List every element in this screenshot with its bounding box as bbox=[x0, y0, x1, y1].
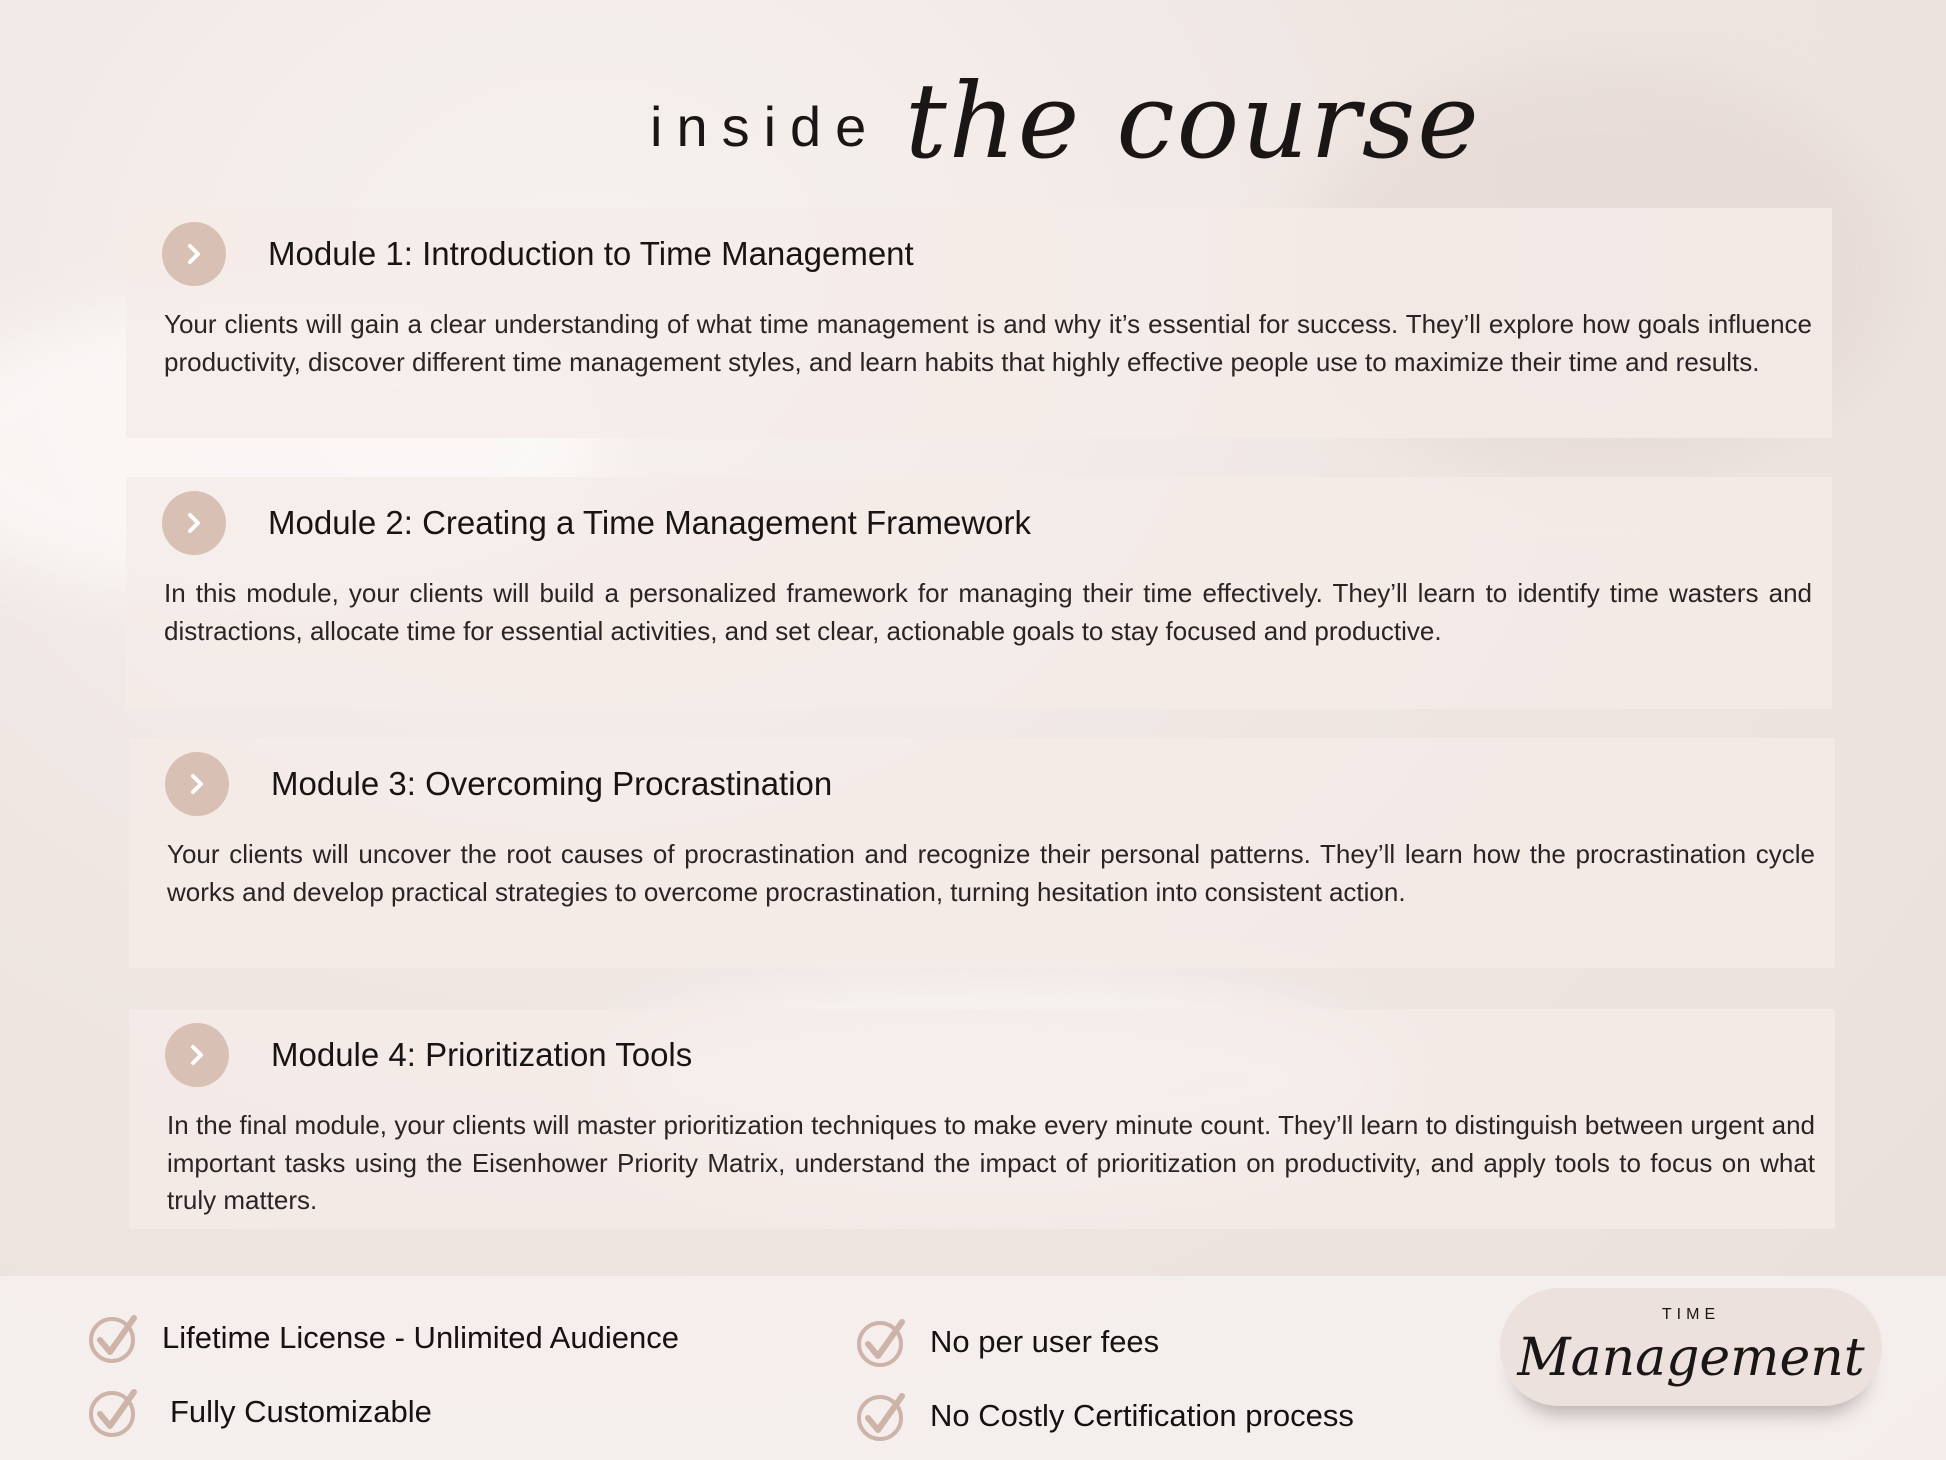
module-card-3 bbox=[129, 738, 1835, 968]
module-title: Module 1: Introduction to Time Management bbox=[268, 235, 914, 272]
check-icon bbox=[88, 1386, 140, 1438]
feature-item bbox=[88, 1312, 679, 1364]
check-icon bbox=[856, 1316, 908, 1368]
chevron-right-icon bbox=[162, 491, 226, 555]
feature-label: Fully Customizable bbox=[170, 1394, 432, 1429]
module-title: Module 4: Prioritization Tools bbox=[271, 1036, 693, 1073]
title-script: the course bbox=[905, 60, 1481, 182]
feature-item bbox=[88, 1386, 432, 1438]
module-header bbox=[162, 222, 914, 286]
check-icon bbox=[856, 1390, 908, 1442]
brand-logo bbox=[1500, 1288, 1882, 1406]
module-card-2 bbox=[126, 477, 1832, 709]
module-header bbox=[165, 1023, 692, 1087]
feature-item bbox=[856, 1390, 1354, 1442]
module-description: In the final module, your clients will master prioritization techniques to make every minute count. They’ll learn to distinguish between urgent and important tasks using the Eisenhower Priority Matrix, understand the impact of prioritization on productivity, and apply tools to focus on what truly matters. bbox=[167, 1110, 1815, 1215]
chevron-right-icon bbox=[165, 1023, 229, 1087]
module-description: Your clients will gain a clear understanding of what time management is and why it’s essential for success. They’ll explore how goals influence productivity, discover different time management styles, and learn habits that highly effective people use to maximize their time and results. bbox=[164, 309, 1812, 377]
module-card-4 bbox=[129, 1009, 1835, 1229]
module-card-1 bbox=[126, 208, 1832, 438]
feature-item bbox=[856, 1316, 1159, 1368]
module-title: Module 2: Creating a Time Management Framework bbox=[268, 504, 1031, 541]
module-header bbox=[165, 752, 832, 816]
module-description: Your clients will uncover the root causes of procrastination and recognize their personal patterns. They’ll learn how the procrastination cycle works and develop practical strategies to overcome procrastination, turning hesitation into consistent action. bbox=[167, 839, 1815, 907]
module-description: In this module, your clients will build a personalized framework for managing their time effectively. They’ll learn to identify time wasters and distractions, allocate time for essential activities, and set clear, actionable goals to stay focused and productive. bbox=[164, 578, 1812, 646]
feature-label: Lifetime License - Unlimited Audience bbox=[162, 1320, 679, 1355]
check-icon bbox=[88, 1312, 140, 1364]
logo-script-text: Management bbox=[1517, 1328, 1865, 1388]
module-header bbox=[162, 491, 1031, 555]
chevron-right-icon bbox=[162, 222, 226, 286]
logo-top-text: TIME bbox=[1661, 1306, 1721, 1323]
module-title: Module 3: Overcoming Procrastination bbox=[271, 765, 833, 802]
page-title bbox=[0, 30, 1946, 190]
title-plain: inside bbox=[650, 95, 881, 158]
feature-label: No per user fees bbox=[930, 1324, 1160, 1359]
feature-label: No Costly Certification process bbox=[930, 1398, 1354, 1433]
chevron-right-icon bbox=[165, 752, 229, 816]
